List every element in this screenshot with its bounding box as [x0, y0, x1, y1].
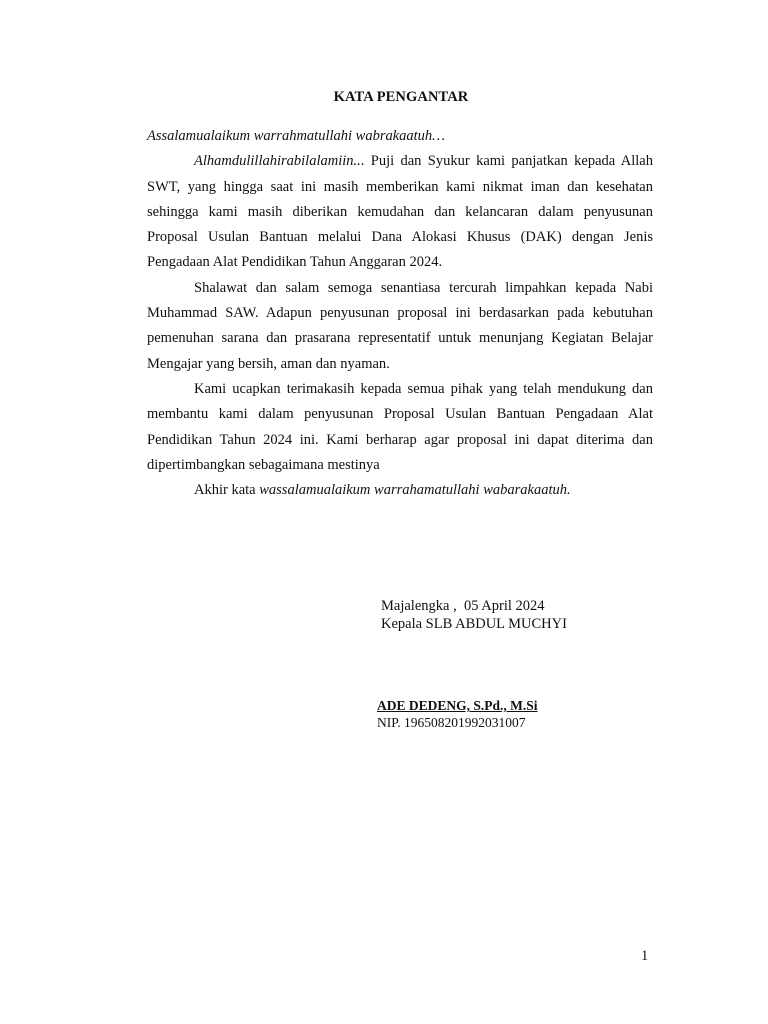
document-body	[147, 124, 653, 503]
page-number: 1	[641, 948, 649, 964]
signer-name: ADE DEDENG, S.Pd., M.Si	[377, 698, 538, 713]
paragraph-2: Shalawat dan salam semoga senantiasa tercurah limpahkan kepada Nabi Muhammad SAW. Adapun penyusunan proposal ini berdasarkan pada kebutuhan pemenuhan sarana dan prasarana representatif untuk menunjang Kegiatan Belajar Mengajar yang bersih, aman dan nyaman.	[147, 279, 653, 372]
greeting-text: Assalamualaikum warrahmatullahi wabrakaatuh…	[147, 128, 446, 144]
signature-place-date: Majalengka , 05 April 2024	[381, 598, 545, 614]
paragraph-1-intro: Alhamdulillahirabilalamiin..	[194, 153, 361, 170]
paragraph-1-text: . Puji dan Syukur kami panjatkan kepada Allah SWT, yang hingga saat ini masih memberikan kami nikmat iman dan kesehatan sehingga kami masih diberikan kemudahan dan kelancaran dalam penyusunan Proposal Usulan Bantuan melalui Dana Alokasi Khusus (DAK) dengan Jenis Pengadaan Alat Pendidikan Tahun Anggaran 2024.	[147, 153, 653, 271]
closing-paragraph	[147, 478, 653, 503]
signature-name-block	[377, 697, 538, 731]
closing-prefix: Akhir kata	[194, 482, 260, 499]
page-title: KATA PENGANTAR	[333, 89, 469, 105]
signature-place-block	[381, 597, 567, 633]
paragraph-3: Kami ucapkan terimakasih kepada semua pihak yang telah mendukung dan membantu kami dalam penyusunan Proposal Usulan Bantuan Pengadaan Alat Pendidikan Tahun 2024 ini. Kami berharap agar proposal ini dapat diterima dan dipertimbangkan sebagaimana mestinya	[147, 380, 653, 473]
signature-position: Kepala SLB ABDUL MUCHYI	[381, 616, 567, 632]
signer-nip: NIP. 196508201992031007	[377, 715, 526, 730]
greeting	[147, 124, 653, 149]
paragraph-1	[147, 149, 653, 275]
closing-salutation: wassalamualaikum warrahamatullahi wabarakaatuh.	[259, 482, 571, 499]
